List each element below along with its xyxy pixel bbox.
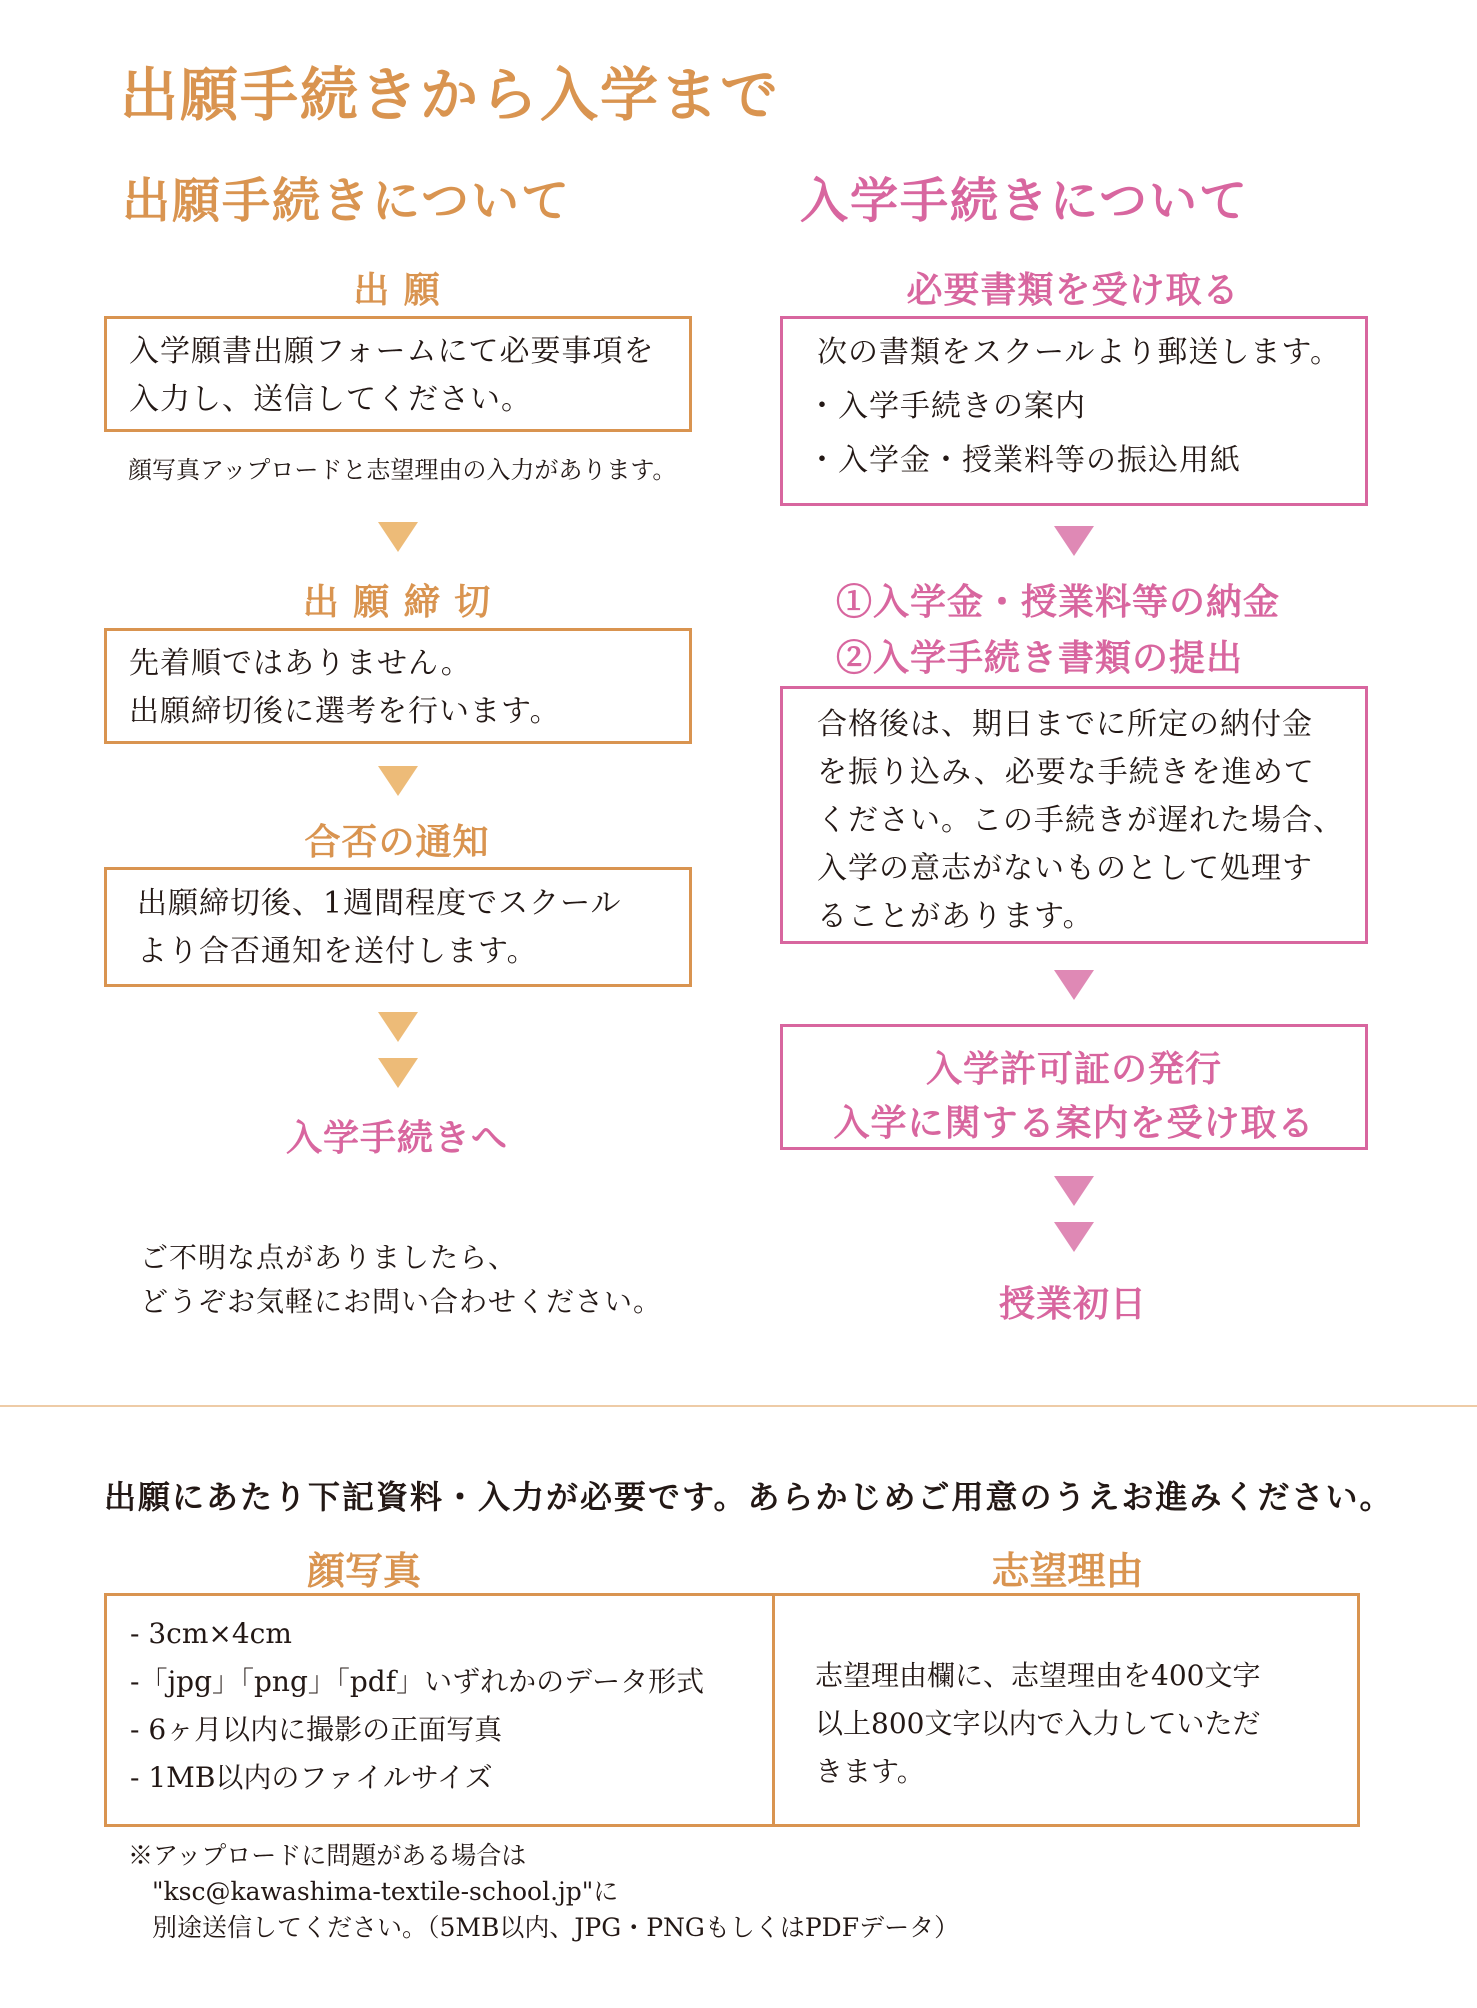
arrow-down-icon (1054, 970, 1094, 1000)
step-documents-line-2: ・入学手続きの案内 (807, 389, 1086, 424)
step-payment-title-1: ①入学金・授業料等の納金 (836, 581, 1281, 623)
requirements-intro: 出願にあたり下記資料・入力が必要です。あらかじめご用意のうえお進みください。 (104, 1478, 1394, 1516)
step-payment-line-4: 入学の意志がないものとして処理す (817, 851, 1313, 886)
step-payment-line-5: ることがあります。 (817, 899, 1094, 934)
section-divider (0, 1405, 1477, 1407)
footnote-email: "ksc@kawashima-textile-school.jp"に (152, 1877, 619, 1906)
step-documents-box (780, 316, 1368, 506)
reason-line-1: 志望理由欄に、志望理由を400文字 (815, 1659, 1261, 1692)
photo-item-2: -「jpg」「png」「pdf」いずれかのデータ形式 (130, 1665, 705, 1698)
arrow-down-icon (378, 766, 418, 796)
arrow-down-icon (1054, 1176, 1094, 1206)
step-payment-box (780, 686, 1368, 944)
application-heading: 出願手続きについて (122, 173, 572, 229)
step-result-title: 合否の通知 (304, 821, 490, 863)
step-application-line-2: 入力し、送信してください。 (129, 382, 532, 417)
footnote-line-1: ※アップロードに問題がある場合は (128, 1841, 527, 1870)
photo-item-1: - 3cm×4cm (130, 1617, 292, 1650)
arrow-down-icon (378, 1012, 418, 1042)
step-result-line-2: より合否通知を送付します。 (137, 934, 538, 969)
contact-line-1: ご不明な点がありましたら、 (140, 1241, 518, 1274)
step-documents-line-3: ・入学金・授業料等の振込用紙 (807, 443, 1241, 478)
first-class-label: 授業初日 (998, 1283, 1147, 1325)
photo-title: 顔写真 (306, 1548, 421, 1593)
step-permit-line-1: 入学許可証の発行 (925, 1048, 1222, 1090)
page-title: 出願手続きから入学まで (120, 61, 781, 129)
step-deadline-box (104, 628, 692, 744)
step-permit-line-2: 入学に関する案内を受け取る (833, 1102, 1315, 1144)
arrow-down-icon (1054, 526, 1094, 556)
step-result-box (104, 867, 692, 987)
step-result-line-1: 出願締切後、1週間程度でスクール (137, 886, 622, 921)
step-documents-title: 必要書類を受け取る (906, 269, 1240, 311)
step-deadline-title: 出 願 締 切 (302, 581, 492, 623)
step-application-line-1: 入学願書出願フォームにて必要事項を (129, 334, 655, 369)
to-enrollment-label: 入学手続きへ (285, 1117, 508, 1159)
table-divider (772, 1593, 775, 1827)
enrollment-heading: 入学手続きについて (800, 173, 1250, 229)
arrow-down-icon (378, 522, 418, 552)
reason-title: 志望理由 (991, 1548, 1144, 1593)
reason-line-3: きます。 (815, 1755, 925, 1788)
step-deadline-line-1: 先着順ではありません。 (129, 646, 472, 681)
footnote-line-3: 別途送信してください。（5MB以内、JPG・PNGもしくはPDFデータ） (152, 1913, 960, 1942)
arrow-down-icon (1054, 1222, 1094, 1252)
step-documents-line-1: 次の書類をスクールより郵送します。 (817, 335, 1341, 370)
step-application-box (104, 316, 692, 432)
arrow-down-icon (378, 1058, 418, 1088)
step-payment-line-2: を振り込み、必要な手続きを進めて (817, 755, 1315, 790)
step-permit-box (780, 1024, 1368, 1150)
step-payment-line-3: ください。この手続きが遅れた場合、 (817, 803, 1344, 838)
step-deadline-line-2: 出願締切後に選考を行います。 (129, 694, 561, 729)
photo-item-4: - 1MB以内のファイルサイズ (130, 1761, 493, 1794)
step-application-title: 出 願 (353, 269, 441, 311)
reason-line-2: 以上800文字以内で入力していただ (815, 1707, 1261, 1740)
contact-line-2: どうぞお気軽にお問い合わせください。 (140, 1285, 663, 1318)
step-payment-line-1: 合格後は、期日までに所定の納付金 (817, 707, 1313, 742)
step-payment-title-2: ②入学手続き書類の提出 (836, 637, 1244, 679)
step-application-note: 顔写真アップロードと志望理由の入力があります。 (128, 456, 677, 484)
photo-item-3: - 6ヶ月以内に撮影の正面写真 (130, 1713, 503, 1746)
